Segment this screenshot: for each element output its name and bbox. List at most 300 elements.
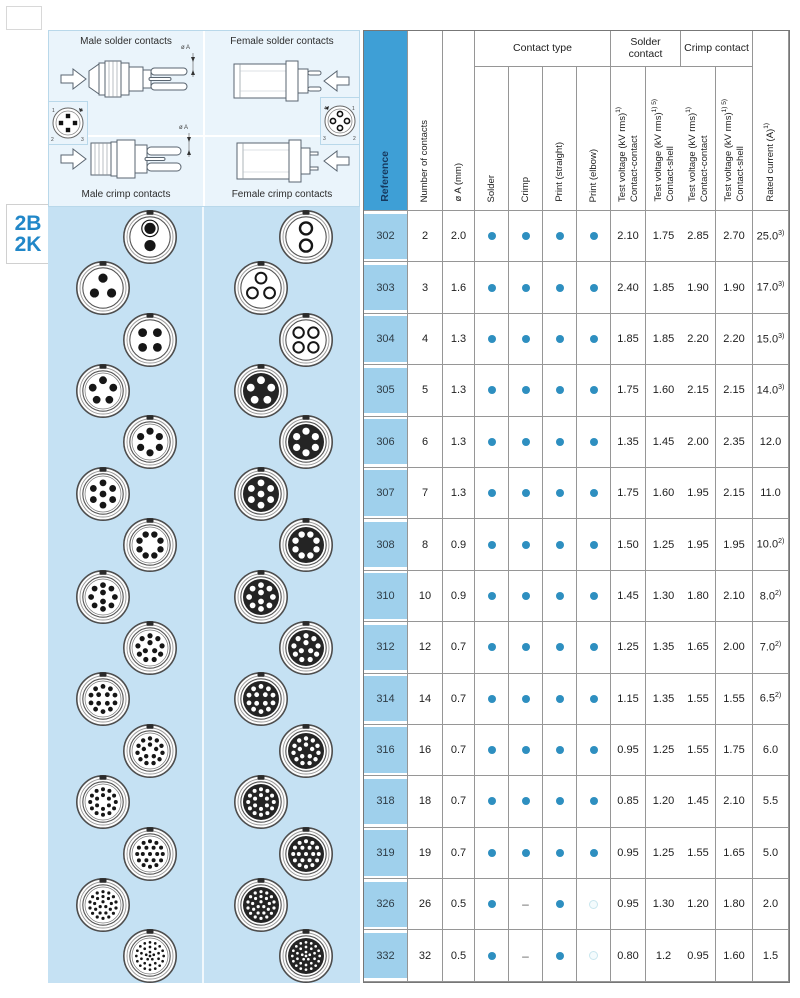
rated-current-cell: 10.0$^{2)}$ [753, 519, 789, 570]
voltage-cell: 1.20 [681, 879, 716, 930]
contact-type-cell [577, 417, 611, 468]
contact-type-cell [475, 828, 509, 879]
available-dot-icon [556, 592, 564, 600]
voltage-cell: 0.95 [611, 725, 646, 776]
voltage-cell: 1.55 [681, 674, 716, 725]
contact-type-cell [475, 365, 509, 416]
contact-type-cell [509, 674, 543, 725]
diameter-cell: 0.9 [443, 571, 475, 622]
female-insert-3-contacts [233, 260, 289, 316]
contact-type-cell [577, 314, 611, 365]
svg-text:3: 3 [323, 136, 326, 142]
contact-type-cell [475, 725, 509, 776]
female-insert-6-contacts [278, 414, 334, 470]
female-insert-32-contacts [278, 928, 334, 984]
female-insert-10-contacts [233, 569, 289, 625]
male-crimp-plug [91, 133, 191, 178]
available-dot-icon [556, 541, 564, 549]
available-dot-icon [522, 592, 530, 600]
rated-current-cell: 5.5 [753, 776, 789, 827]
column-header-8: Test voltage (kV rms)$^{1) 5)}$ Contact-shell [646, 67, 681, 211]
male-insert-8-contacts [122, 517, 178, 573]
contact-type-cell [543, 417, 577, 468]
female-insert-7-contacts [233, 466, 289, 522]
voltage-cell: 1.25 [611, 622, 646, 673]
available-dot-icon [488, 284, 496, 292]
contact-type-cell [509, 519, 543, 570]
diameter-cell: 1.3 [443, 314, 475, 365]
available-dot-icon [522, 232, 530, 240]
voltage-cell: 1.25 [646, 828, 681, 879]
contacts-cell: 4 [408, 314, 443, 365]
available-dot-icon [488, 335, 496, 343]
contact-type-cell [509, 211, 543, 262]
contact-type-cell [577, 262, 611, 313]
insert-pattern-panel [48, 207, 360, 983]
contact-type-cell [577, 776, 611, 827]
available-dot-icon [590, 386, 598, 394]
available-dot-icon [590, 643, 598, 651]
rated-current-cell: 1.5 [753, 930, 789, 981]
male-insert-3-contacts [75, 260, 131, 316]
available-dot-icon [488, 952, 496, 960]
contacts-cell: 10 [408, 571, 443, 622]
available-dot-icon [556, 900, 564, 908]
column-header-1: Number of contacts [408, 31, 443, 211]
available-dot-icon [556, 797, 564, 805]
rated-current-cell: 6.0 [753, 725, 789, 776]
available-dot-icon [590, 284, 598, 292]
rated-current-cell: 5.0 [753, 828, 789, 879]
available-dot-icon [522, 695, 530, 703]
reference-cell: 314 [364, 674, 408, 725]
male-insert-19-contacts [122, 826, 178, 882]
available-dot-icon [522, 438, 530, 446]
available-dot-icon [488, 489, 496, 497]
female-insert-16-contacts [278, 723, 334, 779]
rated-current-cell: 2.0 [753, 879, 789, 930]
female-insert-4-contacts [278, 312, 334, 368]
diameter-cell: 1.3 [443, 417, 475, 468]
male-insert-16-contacts [122, 723, 178, 779]
available-dot-icon [488, 438, 496, 446]
available-dot-icon [522, 541, 530, 549]
voltage-cell: 0.95 [611, 828, 646, 879]
column-header-10: Test voltage (kV rms)$^{1) 5)}$ Contact-shell [716, 67, 753, 211]
male-insert-32-contacts [122, 928, 178, 984]
column-header-4: Crimp [509, 67, 543, 211]
contact-type-cell [509, 262, 543, 313]
voltage-cell: 1.95 [716, 519, 753, 570]
voltage-cell: 2.15 [716, 365, 753, 416]
reference-cell: 319 [364, 828, 408, 879]
contact-type-cell [475, 879, 509, 930]
male-insert-18-contacts [75, 774, 131, 830]
diameter-cell: 0.7 [443, 828, 475, 879]
reference-cell: 307 [364, 468, 408, 519]
contact-type-cell [543, 571, 577, 622]
voltage-cell: 1.95 [681, 468, 716, 519]
contact-type-cell [543, 622, 577, 673]
connector-silhouettes [49, 31, 359, 206]
voltage-cell: 2.20 [681, 314, 716, 365]
svg-text:2: 2 [353, 136, 356, 142]
male-insert-2-contacts [122, 209, 178, 265]
contact-type-cell [577, 674, 611, 725]
available-dot-icon [556, 952, 564, 960]
female-insert-5-contacts [233, 363, 289, 419]
contact-type-cell [475, 211, 509, 262]
female-solder-plug [234, 61, 321, 101]
rated-current-cell: 11.0 [753, 468, 789, 519]
contact-type-cell [475, 571, 509, 622]
available-dot-icon [556, 489, 564, 497]
voltage-cell: 0.95 [611, 879, 646, 930]
available-dot-icon [488, 386, 496, 394]
contact-type-cell [475, 262, 509, 313]
female-insert-26-contacts [233, 877, 289, 933]
available-dot-icon [556, 643, 564, 651]
contacts-cell: 6 [408, 417, 443, 468]
diameter-cell: 1.3 [443, 365, 475, 416]
male-insert-7-contacts [75, 466, 131, 522]
header-group-1: Solder contact [611, 31, 681, 67]
available-dot-icon [556, 438, 564, 446]
corner-tab [6, 6, 42, 30]
contact-type-cell [577, 468, 611, 519]
voltage-cell: 1.75 [611, 468, 646, 519]
rated-current-cell: 7.0$^{2)}$ [753, 622, 789, 673]
column-header-6: Print (elbow) [577, 67, 611, 211]
rated-current-cell: 25.0$^{3)}$ [753, 211, 789, 262]
voltage-cell: 1.50 [611, 519, 646, 570]
contact-type-cell [543, 674, 577, 725]
voltage-cell: 1.75 [611, 365, 646, 416]
diameter-cell: 0.7 [443, 725, 475, 776]
female-insert-19-contacts [278, 826, 334, 882]
diameter-cell: 0.9 [443, 519, 475, 570]
contact-type-cell [475, 622, 509, 673]
voltage-cell: 2.15 [716, 468, 753, 519]
reference-cell: 302 [364, 211, 408, 262]
voltage-cell: 2.85 [681, 211, 716, 262]
female-insert-2-contacts [278, 209, 334, 265]
contacts-cell: 26 [408, 879, 443, 930]
voltage-cell: 0.95 [681, 930, 716, 981]
diameter-cell: 2.0 [443, 211, 475, 262]
series-label [6, 204, 50, 264]
contacts-cell: 2 [408, 211, 443, 262]
contact-type-cell [577, 365, 611, 416]
available-dot-icon [590, 797, 598, 805]
rated-current-cell: 6.5$^{2)}$ [753, 674, 789, 725]
contact-type-cell [509, 571, 543, 622]
available-dot-icon [522, 386, 530, 394]
available-dot-icon [556, 284, 564, 292]
contact-type-cell [543, 211, 577, 262]
voltage-cell: 2.10 [716, 776, 753, 827]
column-header-11: Rated current $(A)^{1)}$ [753, 31, 789, 211]
contact-type-cell [475, 468, 509, 519]
rated-current-cell: 17.0$^{3)}$ [753, 262, 789, 313]
available-dot-icon [556, 849, 564, 857]
contacts-cell: 7 [408, 468, 443, 519]
contacts-cell: 14 [408, 674, 443, 725]
available-dot-icon [556, 386, 564, 394]
arrow-right-icon [61, 69, 86, 89]
voltage-cell: 2.10 [611, 211, 646, 262]
voltage-cell: 1.75 [646, 211, 681, 262]
contact-type-cell [577, 571, 611, 622]
male-face-view-icon [49, 102, 87, 144]
available-dot-icon [556, 335, 564, 343]
available-dot-icon [590, 489, 598, 497]
title-female-crimp: Female crimp contacts [231, 189, 333, 200]
available-dot-icon [522, 849, 530, 857]
open-circle-icon [589, 900, 598, 909]
voltage-cell: 1.15 [611, 674, 646, 725]
series-line-2: 2K [14, 233, 42, 256]
voltage-cell: 2.00 [681, 417, 716, 468]
female-insert-8-contacts [278, 517, 334, 573]
column-header-2: ø A (mm) [443, 31, 475, 211]
voltage-cell: 2.15 [681, 365, 716, 416]
female-insert-14-contacts [233, 671, 289, 727]
voltage-cell: 1.60 [646, 468, 681, 519]
diameter-cell: 0.5 [443, 879, 475, 930]
diameter-cell: 0.7 [443, 622, 475, 673]
reference-cell: 312 [364, 622, 408, 673]
male-insert-14-contacts [75, 671, 131, 727]
contact-type-cell [577, 725, 611, 776]
voltage-cell: 0.80 [611, 930, 646, 981]
available-dot-icon [556, 695, 564, 703]
available-dot-icon [488, 592, 496, 600]
female-insert-18-contacts [233, 774, 289, 830]
column-header-7: Test voltage (kV rms)$^{1)}$ Contact-contact [611, 67, 646, 211]
contact-type-cell [543, 930, 577, 981]
voltage-cell: 1.90 [716, 262, 753, 313]
contact-type-cell [543, 519, 577, 570]
voltage-cell: 1.45 [611, 571, 646, 622]
contact-type-cell [543, 776, 577, 827]
voltage-cell: 1.60 [716, 930, 753, 981]
voltage-cell: 2.00 [716, 622, 753, 673]
reference-cell: 326 [364, 879, 408, 930]
voltage-cell: 2.40 [611, 262, 646, 313]
voltage-cell: 1.80 [716, 879, 753, 930]
contact-type-cell [509, 776, 543, 827]
voltage-cell: 1.30 [646, 879, 681, 930]
contact-type-cell [543, 262, 577, 313]
dash-icon: – [522, 897, 529, 912]
title-female-solder: Female solder contacts [230, 36, 334, 47]
contacts-cell: 3 [408, 262, 443, 313]
contacts-cell: 32 [408, 930, 443, 981]
available-dot-icon [556, 746, 564, 754]
female-crimp-plug [237, 140, 318, 182]
contact-type-cell [543, 828, 577, 879]
male-insert-6-contacts [122, 414, 178, 470]
diameter-cell: 1.3 [443, 468, 475, 519]
contact-type-cell [577, 828, 611, 879]
data-table [363, 30, 790, 983]
voltage-cell: 1.35 [611, 417, 646, 468]
voltage-cell: 1.2 [646, 930, 681, 981]
reference-cell: 332 [364, 930, 408, 981]
available-dot-icon [522, 643, 530, 651]
voltage-cell: 1.25 [646, 725, 681, 776]
male-insert-4-contacts [122, 312, 178, 368]
header-group-2: Crimp contact [681, 31, 753, 67]
male-insert-26-contacts [75, 877, 131, 933]
contact-type-cell [509, 417, 543, 468]
available-dot-icon [590, 438, 598, 446]
female-face-view-icon [321, 98, 359, 144]
available-dot-icon [488, 232, 496, 240]
available-dot-icon [590, 232, 598, 240]
column-header-9: Test voltage (kV rms)$^{1)}$ Contact-contact [681, 67, 716, 211]
contacts-cell: 5 [408, 365, 443, 416]
contact-type-cell [577, 211, 611, 262]
contact-type-cell [509, 879, 543, 930]
female-insert-12-contacts [278, 620, 334, 676]
title-male-crimp: Male crimp contacts [81, 189, 171, 200]
voltage-cell: 1.25 [646, 519, 681, 570]
contact-type-cell [577, 622, 611, 673]
available-dot-icon [522, 335, 530, 343]
column-header-5: Print (straight) [543, 67, 577, 211]
voltage-cell: 1.80 [681, 571, 716, 622]
voltage-cell: 1.65 [681, 622, 716, 673]
rated-current-cell: 8.0$^{2)}$ [753, 571, 789, 622]
male-insert-12-contacts [122, 620, 178, 676]
available-dot-icon [488, 849, 496, 857]
available-dot-icon [590, 335, 598, 343]
male-insert-10-contacts [75, 569, 131, 625]
contact-type-cell [475, 674, 509, 725]
available-dot-icon [488, 541, 496, 549]
column-header-3: Solder [475, 67, 509, 211]
voltage-cell: 1.85 [646, 262, 681, 313]
contact-type-cell [509, 365, 543, 416]
reference-cell: 306 [364, 417, 408, 468]
available-dot-icon [556, 232, 564, 240]
reference-cell: 305 [364, 365, 408, 416]
available-dot-icon [488, 695, 496, 703]
column-header-0: Reference [364, 31, 408, 211]
available-dot-icon [590, 592, 598, 600]
connector-drawings-box [48, 30, 360, 207]
voltage-cell: 1.60 [646, 365, 681, 416]
male-solder-plug [89, 53, 195, 97]
open-circle-icon [589, 951, 598, 960]
contact-type-cell [475, 930, 509, 981]
contact-type-cell [475, 417, 509, 468]
contact-type-cell [543, 314, 577, 365]
voltage-cell: 2.10 [716, 571, 753, 622]
reference-cell: 308 [364, 519, 408, 570]
voltage-cell: 1.85 [646, 314, 681, 365]
contact-type-cell [543, 365, 577, 416]
available-dot-icon [522, 746, 530, 754]
arrow-left-icon [324, 71, 349, 91]
available-dot-icon [590, 541, 598, 549]
voltage-cell: 0.85 [611, 776, 646, 827]
reference-cell: 303 [364, 262, 408, 313]
contact-type-cell [475, 519, 509, 570]
reference-cell: 304 [364, 314, 408, 365]
arrow-left-icon [324, 151, 349, 171]
available-dot-icon [522, 489, 530, 497]
contacts-cell: 18 [408, 776, 443, 827]
contact-type-cell [577, 930, 611, 981]
contact-type-cell [543, 879, 577, 930]
series-line-1: 2B [14, 211, 42, 235]
svg-text:4: 4 [324, 106, 327, 112]
male-insert-5-contacts [75, 363, 131, 419]
voltage-cell: 1.55 [681, 725, 716, 776]
svg-text:1: 1 [352, 106, 355, 112]
available-dot-icon [522, 797, 530, 805]
voltage-cell: 1.35 [646, 622, 681, 673]
available-dot-icon [590, 746, 598, 754]
dash-icon: – [522, 948, 529, 963]
contact-type-cell [475, 314, 509, 365]
voltage-cell: 1.55 [716, 674, 753, 725]
contact-type-cell [577, 879, 611, 930]
voltage-cell: 2.20 [716, 314, 753, 365]
contact-type-cell [577, 519, 611, 570]
voltage-cell: 1.95 [681, 519, 716, 570]
male-face-view [48, 101, 88, 145]
available-dot-icon [488, 797, 496, 805]
voltage-cell: 1.90 [681, 262, 716, 313]
available-dot-icon [488, 643, 496, 651]
female-face-view [320, 97, 360, 145]
contacts-cell: 12 [408, 622, 443, 673]
contact-type-cell [509, 314, 543, 365]
diameter-cell: 0.5 [443, 930, 475, 981]
voltage-cell: 1.55 [681, 828, 716, 879]
svg-text:2: 2 [51, 137, 54, 143]
rated-current-cell: 15.0$^{3)}$ [753, 314, 789, 365]
voltage-cell: 1.75 [716, 725, 753, 776]
diameter-cell: 0.7 [443, 674, 475, 725]
panel-divider [202, 207, 204, 983]
diameter-cell: 1.6 [443, 262, 475, 313]
contact-type-cell [509, 468, 543, 519]
voltage-cell: 1.20 [646, 776, 681, 827]
contact-type-cell [509, 828, 543, 879]
svg-text:3: 3 [81, 137, 84, 143]
voltage-cell: 1.45 [646, 417, 681, 468]
voltage-cell: 2.35 [716, 417, 753, 468]
rated-current-cell: 14.0$^{3)}$ [753, 365, 789, 416]
svg-text:1: 1 [52, 108, 55, 114]
contacts-cell: 16 [408, 725, 443, 776]
diameter-cell: 0.7 [443, 776, 475, 827]
voltage-cell: 2.70 [716, 211, 753, 262]
svg-text:4: 4 [80, 108, 83, 114]
voltage-cell: 1.35 [646, 674, 681, 725]
voltage-cell: 1.45 [681, 776, 716, 827]
available-dot-icon [590, 695, 598, 703]
title-male-solder: Male solder contacts [80, 36, 172, 47]
contact-type-cell [509, 622, 543, 673]
reference-cell: 318 [364, 776, 408, 827]
arrow-right-icon [61, 149, 86, 169]
